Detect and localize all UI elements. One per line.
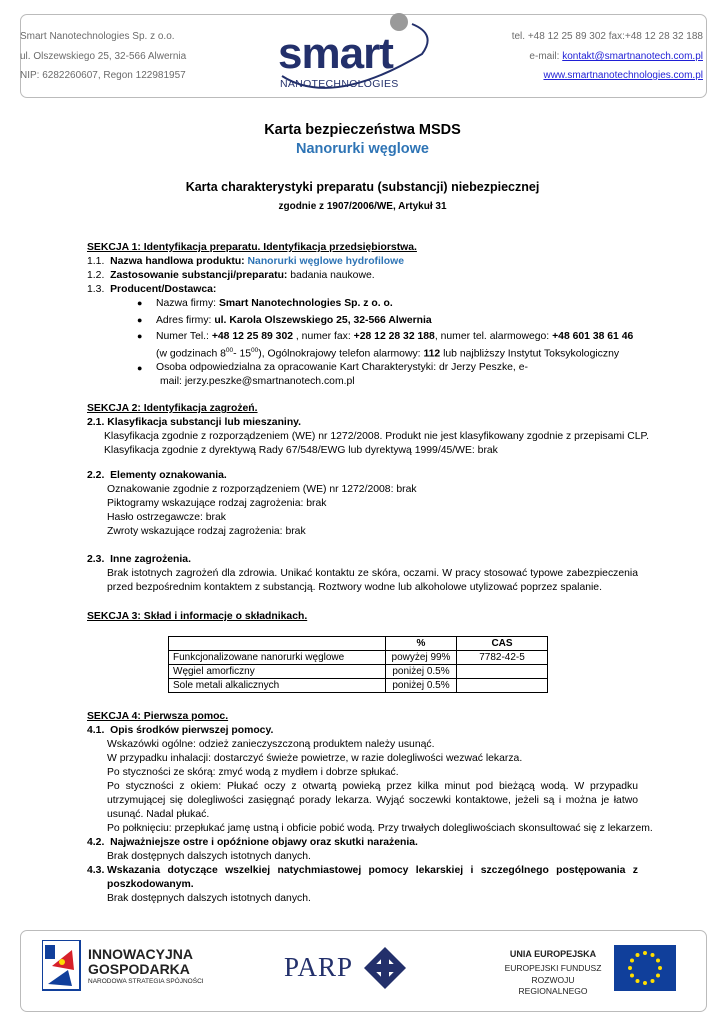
logo-word: smart bbox=[278, 29, 393, 78]
item-2-3-text: Brak istotnych zagrożeń dla zdrowia. Unikać kontaktu ze skóra, oczami. W pracy stosować typowe zabezpieczenia przed bezpośrednim kontaktem z substancją. Roztwory wodne lub alkoholowe utylizować poprzez spalanie. bbox=[107, 568, 638, 593]
table-cell bbox=[457, 665, 548, 679]
company-address: ul. Olszewskiego 25, 32-566 Alwernia bbox=[20, 51, 187, 62]
document-title: Karta bezpieczeństwa MSDS bbox=[264, 122, 461, 138]
company-website-line bbox=[543, 70, 703, 81]
table-cell: Funkcjonalizowane nanorurki węglowe bbox=[169, 651, 386, 665]
eu-fund-line2: EUROPEJSKI FUNDUSZ bbox=[504, 963, 602, 973]
document-subtitle: Karta charakterystyki preparatu (substancji) niebezpiecznej bbox=[185, 180, 540, 194]
smart-logo bbox=[272, 12, 442, 96]
table-cell: Węgiel amorficzny bbox=[169, 665, 386, 679]
item-2-1-heading: 2.1. Klasyfikacja substancji lub mieszaniny. bbox=[87, 417, 302, 428]
company-registration: NIP: 6282260607, Regon 122981957 bbox=[20, 70, 186, 81]
table-row bbox=[169, 651, 548, 665]
company-name: Smart Nanotechnologies Sp. z o.o. bbox=[20, 31, 175, 42]
item-4-3-text: Brak dostępnych dalszych istotnych danych. bbox=[107, 893, 311, 904]
table-cell: powyżej 99% bbox=[386, 651, 457, 665]
first-aid-inhalation: W przypadku inhalacji: dostarczyć świeże powietrze, w razie dolegliwości wezwać lekarza. bbox=[107, 753, 523, 764]
table-header-cell: % bbox=[386, 637, 457, 651]
responsible-person-line: Osoba odpowiedzialna za opracowanie Kart Charakterystyki: dr Jerzy Peszke, e- bbox=[156, 362, 528, 373]
table-header-cell bbox=[169, 637, 386, 651]
item-2-2-line: Zwroty wskazujące rodzaj zagrożenia: brak bbox=[107, 526, 306, 537]
regulation-reference: zgodnie z 1907/2006/WE, Artykuł 31 bbox=[278, 201, 447, 212]
item-4-3-number: 4.3. bbox=[87, 865, 105, 876]
section-3-heading: SEKCJA 3: Skład i informacje o składnikach. bbox=[87, 611, 308, 622]
innovative-economy-line3: NARODOWA STRATEGIA SPÓJNOŚCI bbox=[88, 978, 204, 985]
company-phone: tel. +48 12 25 89 302 fax:+48 12 28 32 188 bbox=[511, 31, 703, 42]
bullet-icon: ● bbox=[137, 298, 143, 308]
innovative-economy-line1: INNOWACYJNA bbox=[88, 946, 194, 962]
section-1-heading: SEKCJA 1: Identyfikacja preparatu. Identyfikacja przedsiębiorstwa. bbox=[87, 242, 417, 253]
item-2-3-heading: 2.3. Inne zagrożenia. bbox=[87, 554, 191, 565]
parp-logo-icon bbox=[362, 945, 408, 991]
first-aid-skin: Po styczności ze skórą: zmyć wodą z mydłem i dobrze spłukać. bbox=[107, 767, 399, 778]
website-link[interactable]: www.smartnanotechnologies.com.pl bbox=[543, 70, 703, 81]
item-2-2-line: Oznakowanie zgodnie z rozporządzeniem (WE) nr 1272/2008: brak bbox=[107, 484, 417, 495]
firm-phone-line: Numer Tel.: +48 12 25 89 302 , numer fax: +28 12 28 32 188, numer tel. alarmowego: +48 601 38 61 46 bbox=[156, 331, 634, 342]
phone-hours-line: (w godzinach $8^{00}-$ $15^{00}$), Ogólnokrajowy telefon alarmowy: 112 lub najbliższy Instytut Toksykologiczny bbox=[156, 347, 620, 360]
section-2-heading: SEKCJA 2: Identyfikacja zagrożeń. bbox=[87, 403, 258, 414]
item-2-2-line: Piktogramy wskazujące rodzaj zagrożenia: brak bbox=[107, 498, 327, 509]
item-4-3-heading: Wskazania dotyczące wszelkiej natychmiastowej pomocy lekarskiej i szczególnego postępowania z poszkodowanym. bbox=[107, 865, 638, 890]
item-1-1: 1.1. Nazwa handlowa produktu: Nanorurki węglowe hydrofilowe bbox=[87, 256, 404, 267]
bullet-icon: ● bbox=[137, 331, 143, 341]
table-cell: 7782-42-5 bbox=[457, 651, 548, 665]
eu-flag-icon bbox=[614, 945, 676, 991]
parp-logo-text: PARP bbox=[284, 952, 354, 982]
item-2-2-line: Hasło ostrzegawcze: brak bbox=[107, 512, 226, 523]
table-cell: poniżej 0.5% bbox=[386, 679, 457, 693]
item-2-1-text-a: Klasyfikacja zgodnie z rozporządzeniem (WE) nr 1272/2008. Produkt nie jest klasyfikowany zgodnie z przepisami CLP. bbox=[104, 431, 650, 442]
logo-subtitle: NANOTECHNOLOGIES bbox=[280, 78, 399, 90]
first-aid-general: Wskazówki ogólne: odzież zanieczyszczoną produktem należy usunąć. bbox=[107, 739, 435, 750]
bullet-icon: ● bbox=[137, 363, 143, 373]
table-header-row bbox=[169, 637, 548, 651]
item-1-3: 1.3. Producent/Dostawca: bbox=[87, 284, 217, 295]
eu-fund-line1: UNIA EUROPEJSKA bbox=[509, 949, 597, 959]
responsible-person-email: mail: jerzy.peszke@smartnanotech.com.pl bbox=[160, 376, 355, 387]
innovative-economy-line2: GOSPODARKA bbox=[88, 961, 190, 977]
product-title: Nanorurki węglowe bbox=[296, 141, 429, 157]
item-4-2-text: Brak dostępnych dalszych istotnych danych. bbox=[107, 851, 311, 862]
item-1-2: 1.2. Zastosowanie substancji/preparatu: badania naukowe. bbox=[87, 270, 375, 281]
eu-fund-line3: ROZWOJU REGIONALNEGO bbox=[518, 975, 588, 996]
table-cell: Sole metali alkalicznych bbox=[169, 679, 386, 693]
firm-name-line: Nazwa firmy: Smart Nanotechnologies Sp. z o. o. bbox=[156, 298, 393, 309]
composition-table bbox=[168, 636, 548, 693]
innovative-economy-logo-icon bbox=[42, 940, 82, 992]
company-email-line: e-mail: kontakt@smartnanotech.com.pl bbox=[529, 51, 703, 62]
item-4-2-heading: 4.2. Najważniejsze ostre i opóźnione objawy oraz skutki narażenia. bbox=[87, 837, 418, 848]
first-aid-ingestion: Po połknięciu: przepłukać jamę ustną i obficie pobić wodą. Przy trwałych dolegliwościach skonsultować się z lekarzem. bbox=[107, 823, 653, 834]
item-4-1-heading: 4.1. Opis środków pierwszej pomocy. bbox=[87, 725, 274, 736]
section-4-heading: SEKCJA 4: Pierwsza pomoc. bbox=[87, 711, 229, 722]
email-link[interactable]: kontakt@smartnanotech.com.pl bbox=[562, 51, 703, 62]
table-cell bbox=[457, 679, 548, 693]
table-header-cell: CAS bbox=[457, 637, 548, 651]
firm-address-line: Adres firmy: ul. Karola Olszewskiego 25, 32-566 Alwernia bbox=[156, 315, 432, 326]
table-row bbox=[169, 679, 548, 693]
item-2-1-text-b: Klasyfikacja zgodnie z dyrektywą Rady 67/548/EWG lub dyrektywą 1999/45/WE: brak bbox=[104, 445, 498, 456]
item-2-2-heading: 2.2. Elementy oznakowania. bbox=[87, 470, 227, 481]
first-aid-eyes: Po styczności z okiem: Płukać oczy z otwartą powieką przez kilka minut pod bieżącą wodą. W przypadku utrzymującej się dolegliwości zasięgnąć porady lekarza. Wyjąć soczewki kontaktowe, jeżeli są i można je łatwo usunąć. Nadal płukać. bbox=[107, 781, 638, 820]
table-cell: poniżej 0.5% bbox=[386, 665, 457, 679]
bullet-icon: ● bbox=[137, 315, 143, 325]
table-row bbox=[169, 665, 548, 679]
